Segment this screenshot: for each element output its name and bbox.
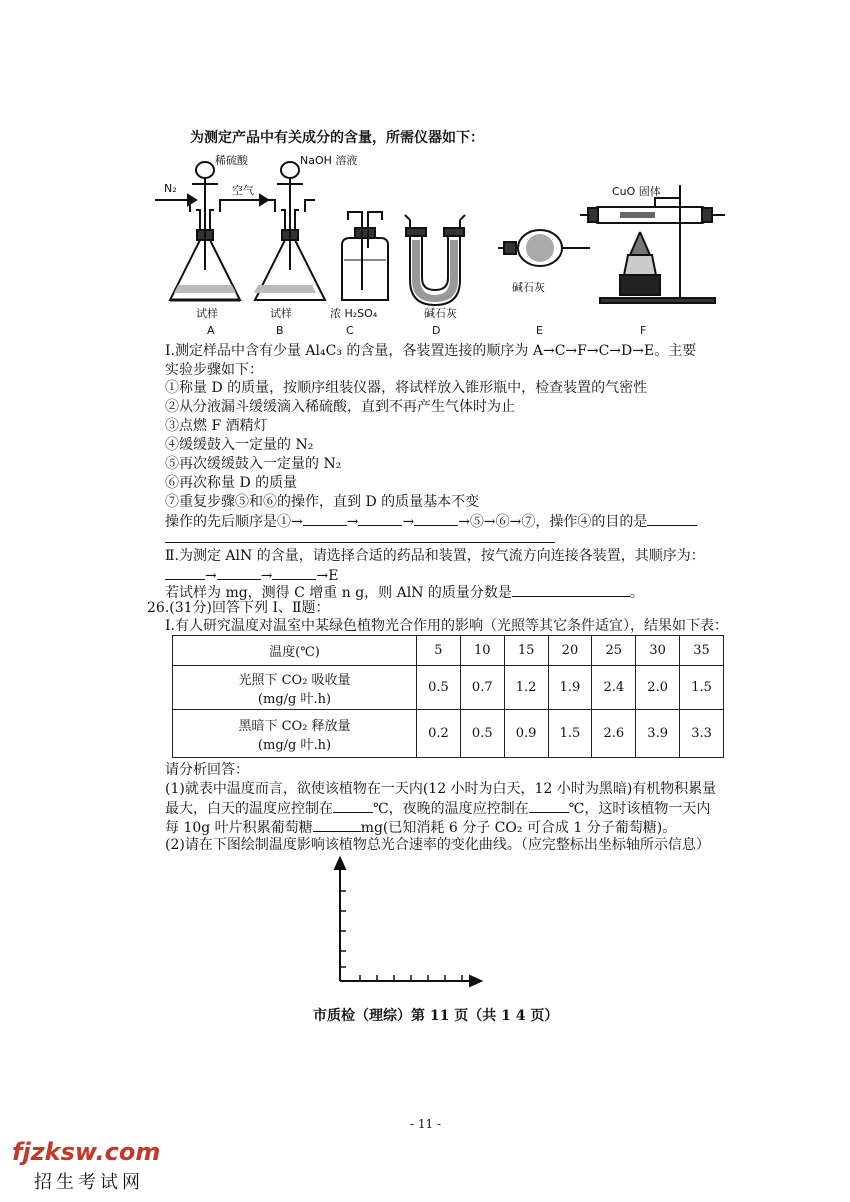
- bottle-c: [342, 212, 388, 300]
- part1-line1: Ⅰ.测定样品中含有少量 Al₄C₃ 的含量，各装置连接的顺序为 A→C→F→C→D→E。主要: [165, 343, 697, 359]
- row-dark-label: [173, 710, 417, 758]
- step-3: ③点燃 F 酒精灯: [165, 418, 268, 434]
- letter-b: B: [276, 324, 284, 337]
- step-1: ①称量 D 的质量，按顺序组装仪器，将试样放入锥形瓶中，检查装置的气密性: [165, 380, 648, 396]
- part2-period: 。: [629, 585, 644, 601]
- table-row-light: [173, 666, 724, 710]
- label-sample-b: 试样: [270, 307, 292, 320]
- row-light-label: [173, 666, 417, 710]
- blank-seq-2[interactable]: [217, 565, 261, 580]
- blank-night-temp[interactable]: [529, 798, 569, 813]
- blank-mass-fraction[interactable]: [512, 582, 630, 597]
- step-6: ⑥再次称量 D 的质量: [165, 475, 298, 491]
- letter-a: A: [207, 324, 215, 337]
- drying-tube-e: [498, 230, 590, 266]
- row-dark-label-2: (mg/g 叶.h): [257, 737, 332, 753]
- temp-30: 30: [636, 636, 680, 666]
- label-cuo: CuO 固体: [612, 185, 661, 198]
- part2-fraction-text: 若试样为 mg，测得 C 增重 n g，则 AlN 的质量分数是: [165, 585, 512, 601]
- step-2: ②从分液漏斗缓缓滴入稀硫酸，直到不再产生气体时为止: [165, 399, 515, 415]
- temp-25: 25: [592, 636, 636, 666]
- temp-20: 20: [548, 636, 592, 666]
- label-soda-lime-d: 碱石灰: [424, 307, 457, 320]
- dark-value: 0.2: [417, 710, 461, 758]
- letter-e: E: [536, 324, 543, 337]
- page-number: - 11 -: [410, 1117, 442, 1131]
- dark-value: 0.9: [504, 710, 548, 758]
- watermark-name: 招生考试网: [34, 1172, 144, 1193]
- seq-arrow-e: →E: [316, 568, 339, 584]
- label-sample-a: 试样: [196, 307, 218, 320]
- blank-glucose[interactable]: [313, 817, 361, 832]
- step-7: ⑦重复步骤⑤和⑥的操作，直到 D 的质量基本不变: [165, 494, 480, 510]
- light-value: 1.2: [504, 666, 548, 710]
- order-suffix: →⑤→⑥→⑦，操作④的目的是: [458, 514, 648, 530]
- blank-day-temp[interactable]: [333, 798, 373, 813]
- dark-value: 2.6: [592, 710, 636, 758]
- label-naoh: NaOH 溶液: [300, 154, 358, 167]
- dark-value: 3.3: [680, 710, 724, 758]
- blank-seq-1[interactable]: [165, 565, 205, 580]
- blank-order-1[interactable]: [303, 511, 347, 526]
- q1-line2: [165, 798, 710, 819]
- temp-10: 10: [460, 636, 504, 666]
- letter-f: F: [640, 324, 647, 337]
- q1-glucose-text: 每 10g 叶片积累葡萄糖: [165, 820, 313, 836]
- watermark-url: fjzksw.com: [12, 1138, 161, 1166]
- q1-night-text: ℃，夜晚的温度应控制在: [373, 801, 529, 817]
- part2-line1: Ⅱ.为测定 AlN 的含量，请选择合适的药品和装置，按气流方向连接各装置，其顺序为：: [165, 548, 705, 564]
- table-row-dark: [173, 710, 724, 758]
- analysis-heading: 请分析回答：: [165, 762, 249, 778]
- watermark-logo: [12, 1138, 160, 1166]
- step-4: ④缓缓鼓入一定量的 N₂: [165, 437, 314, 453]
- temp-35: 35: [680, 636, 724, 666]
- order-prefix: 操作的先后顺序是①→: [165, 514, 303, 530]
- u-tube-d: [405, 215, 465, 305]
- seq-arrow-2: →: [260, 568, 273, 584]
- q1-day-text: 最大，白天的温度应控制在: [165, 801, 333, 817]
- table-header-row: [173, 636, 724, 666]
- flask-b: [245, 162, 325, 300]
- dark-value: 3.9: [636, 710, 680, 758]
- blank-order-3[interactable]: [414, 511, 458, 526]
- part1-line2: 实验步骤如下：: [165, 362, 263, 378]
- data-table: [172, 635, 724, 758]
- page-footer: 市质检（理综）第 11 页（共 1 4 页）: [313, 1008, 559, 1024]
- q2-line: (2)请在下图绘制温度影响该植物总光合速率的变化曲线。（应完整标出坐标轴所示信息）: [165, 837, 710, 853]
- label-conc-h2so4: 浓 H₂SO₄: [330, 307, 378, 320]
- light-value: 0.7: [460, 666, 504, 710]
- step-5: ⑤再次缓缓鼓入一定量的 N₂: [165, 456, 342, 472]
- label-soda-lime-e: 碱石灰: [512, 281, 545, 294]
- blank-purpose-cont[interactable]: [165, 542, 555, 543]
- q26-intro: Ⅰ.有人研究温度对温室中某绿色植物光合作用的影响（光照等其它条件适宜），结果如下表：: [165, 618, 728, 634]
- blank-purpose[interactable]: [647, 511, 697, 526]
- light-value: 1.5: [680, 666, 724, 710]
- label-dilute-acid: 稀硫酸: [215, 154, 248, 167]
- q26-header: 26.(31分)回答下列 Ⅰ、Ⅱ题：: [147, 600, 330, 616]
- dark-value: 1.5: [548, 710, 592, 758]
- label-air: 空气: [232, 184, 254, 197]
- seq-arrow-1: →: [205, 568, 217, 584]
- row-light-label-2: (mg/g 叶.h): [257, 691, 332, 707]
- light-value: 0.5: [417, 666, 461, 710]
- temp-15: 15: [504, 636, 548, 666]
- letter-d: D: [432, 324, 441, 337]
- order-line: [165, 511, 697, 532]
- watermark-name-box: [34, 1168, 144, 1194]
- intro-text: 为测定产品中有关成分的含量，所需仪器如下：: [190, 130, 484, 146]
- light-value: 2.0: [636, 666, 680, 710]
- blank-order-2[interactable]: [358, 511, 402, 526]
- q1-tail-text: ℃，这时该植物一天内: [568, 801, 711, 817]
- row-dark-label-1: 黑暗下 CO₂ 释放量: [238, 718, 351, 734]
- table-header-label: 温度(℃): [173, 636, 417, 666]
- order-arrow-1: →: [346, 514, 359, 530]
- q1-line1: (1)就表中温度而言，欲使该植物在一天内(12 小时为白天，12 小时为黑暗)有机物积累量: [165, 781, 717, 797]
- dark-value: 0.5: [460, 710, 504, 758]
- order-arrow-2: →: [402, 514, 415, 530]
- light-value: 2.4: [592, 666, 636, 710]
- combustion-f: [580, 185, 725, 303]
- light-value: 1.9: [548, 666, 592, 710]
- letter-c: C: [346, 324, 354, 337]
- q1-glucose-note: mg(已知消耗 6 分子 CO₂ 可合成 1 分子葡萄糖)。: [360, 820, 677, 836]
- label-n2: N₂: [164, 182, 177, 195]
- temp-5: 5: [417, 636, 461, 666]
- row-light-label-1: 光照下 CO₂ 吸收量: [238, 672, 351, 688]
- blank-axes[interactable]: [330, 855, 490, 990]
- blank-seq-3[interactable]: [272, 565, 316, 580]
